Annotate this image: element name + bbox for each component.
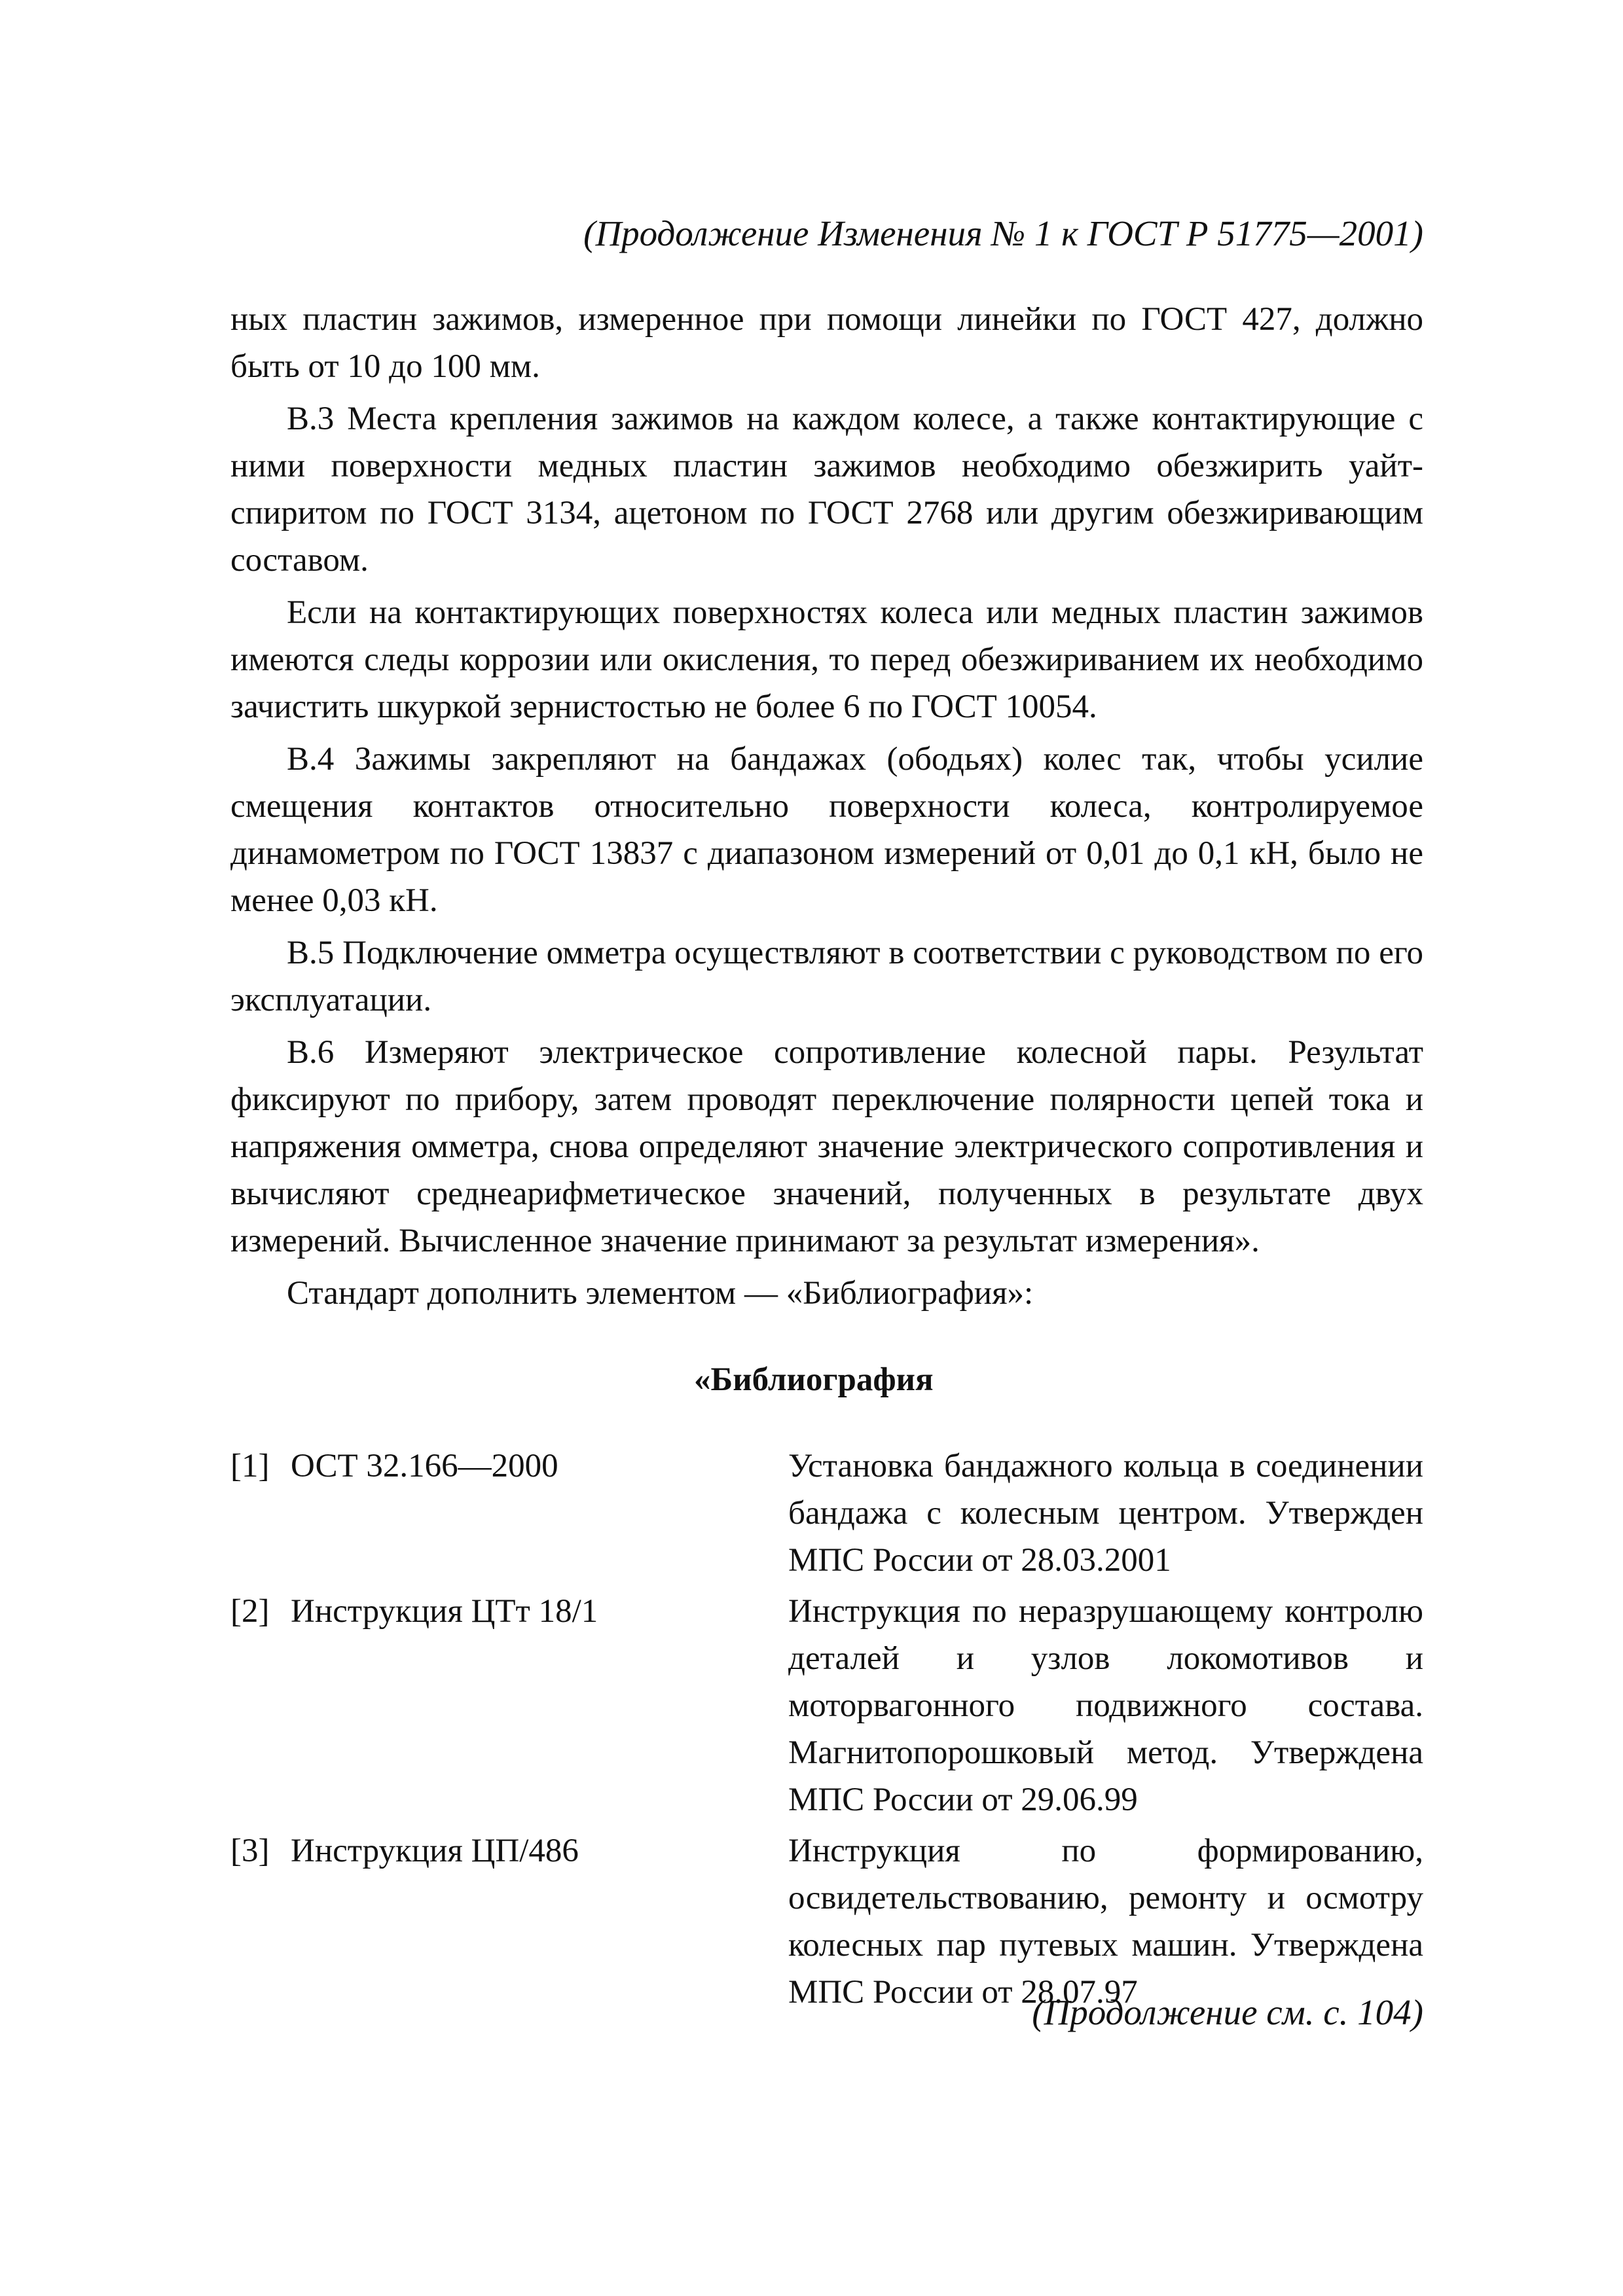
page-footer: (Продолжение см. с. 104) (1032, 1992, 1423, 2032)
paragraph-b6: В.6 Измеряют электрическое сопротивление колесной пары. Результат фиксируют по прибору, затем проводят переключение полярности цепей тока и напряжения омметра, снова определяют значение электрического сопротивления и вычисляют среднеарифметическое значений, полученных в результате двух измерений. Вычисленное значение принимают за результат измерения». (230, 1034, 1423, 1259)
paragraph-b3: В.3 Места крепления зажимов на каждом колесе, а также контактирующие с ними поверхности медных пластин зажимов необходимо обезжирить уайт-спиритом по ГОСТ 3134, ацетоном по ГОСТ 2768 или другим обезжиривающим составом. (230, 401, 1423, 579)
body-text (230, 296, 1423, 1322)
bibliography-item (230, 1827, 1423, 2016)
bibliography-number: [1] (230, 1448, 270, 1484)
bibliography-description: Инструкция по неразрушающему контролю деталей и узлов локомотивов и моторвагонного подвижного состава. Магнитопорошковый метод. Утверждена МПС России от 29.06.99 (788, 1593, 1423, 1818)
bibliography-item (230, 1443, 1423, 1584)
bibliography-number: [3] (230, 1833, 270, 1869)
paragraph-b5: В.5 Подключение омметра осуществляют в соответствии с руководством по его эксплуатации. (230, 935, 1423, 1018)
paragraph-corrosion: Если на контактирующих поверхностях колеса или медных пластин зажимов имеются следы коррозии или окисления, то перед обезжириванием их необходимо зачистить шкуркой зернистостью не более 6 по ГОСТ 10054. (230, 594, 1423, 725)
paragraph-b4: В.4 Зажимы закрепляют на бандажах (ободьях) колес так, чтобы усилие смещения контактов относительно поверхности колеса, контролируемое динамометром по ГОСТ 13837 с диапазоном измерений от 0,01 до 0,1 кН, было не менее 0,03 кН. (230, 741, 1423, 919)
bibliography-item (230, 1588, 1423, 1823)
paragraph-bibliography-intro: Стандарт дополнить элементом — «Библиография»: (287, 1275, 1034, 1312)
page-header: (Продолжение Изменения № 1 к ГОСТ Р 51775—2001) (583, 213, 1423, 253)
bibliography-number: [2] (230, 1593, 270, 1630)
bibliography-description: Инструкция по формированию, освидетельствованию, ремонту и осмотру колесных пар путевых машин. Утверждена МПС России от 28.07.97 (788, 1833, 1423, 2011)
bibliography-document: Инструкция ЦТт 18/1 (291, 1593, 598, 1630)
bibliography-description: Установка бандажного кольца в соединении бандажа с колесным центром. Утвержден МПС России от 28.03.2001 (788, 1448, 1423, 1579)
bibliography-document: ОСТ 32.166—2000 (291, 1448, 558, 1484)
paragraph-continuation: ных пластин зажимов, измеренное при помощи линейки по ГОСТ 427, должно быть от 10 до 100 мм. (230, 301, 1423, 385)
bibliography-title: «Библиография (694, 1361, 934, 1398)
bibliography-document: Инструкция ЦП/486 (291, 1833, 579, 1869)
bibliography-list (230, 1443, 1423, 2020)
